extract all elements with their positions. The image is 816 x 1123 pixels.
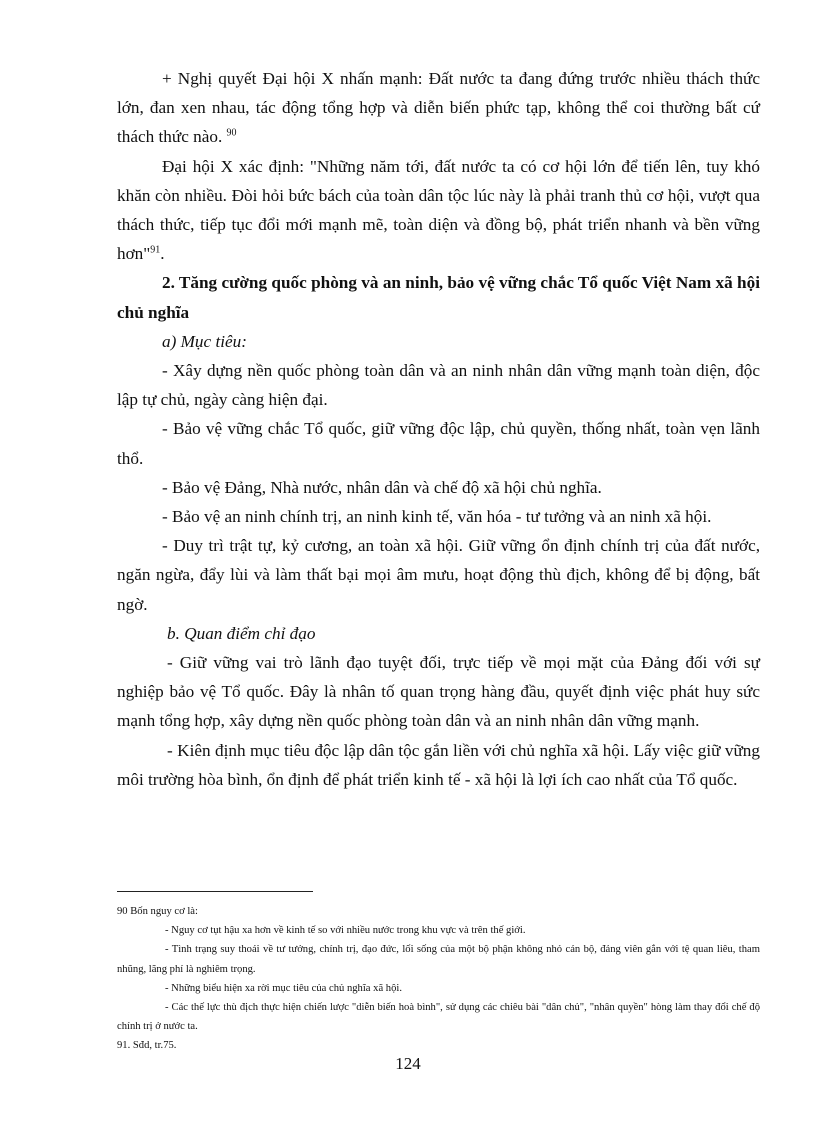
footnote-90-item: - Nguy cơ tụt hậu xa hơn về kinh tế so với nhiều nước trong khu vực và trên thế giới. bbox=[165, 925, 526, 937]
subheading-guiding-views: b. Quan điểm chỉ đạo bbox=[167, 623, 316, 643]
goal-item: - Xây dựng nền quốc phòng toàn dân và an ninh nhân dân vững mạnh toàn diện, độc lập tự chủ, ngày càng hiện đại. bbox=[117, 361, 760, 410]
goal-item: - Bảo vệ an ninh chính trị, an ninh kinh tế, văn hóa - tư tưởng và an ninh xã hội. bbox=[162, 507, 712, 527]
footnote-91: 91. Sđd, tr.75. bbox=[117, 1040, 177, 1052]
footnotes bbox=[117, 902, 760, 1056]
footnote-separator bbox=[117, 891, 313, 892]
paragraph-tail: . bbox=[160, 244, 165, 264]
page-body bbox=[117, 64, 760, 794]
footnote-90-title: 90 Bốn nguy cơ là: bbox=[117, 906, 198, 917]
footnote-90-item: - Tình trạng suy thoái về tư tưởng, chính trị, đạo đức, lối sống của một bộ phận không nhỏ cán bộ, đảng viên gắn với tệ quan liêu, tham nhũng, lãng phí là nghiêm trọng. bbox=[117, 944, 760, 975]
paragraph-text: + Nghị quyết Đại hội X nhấn mạnh: Đất nước ta đang đứng trước nhiều thách thức lớn, đan xen nhau, tác động tổng hợp và diễn biến phức tạp, không thể coi thường bất cứ thách thức nào. bbox=[117, 69, 760, 147]
section-heading: 2. Tăng cường quốc phòng và an ninh, bảo vệ vững chắc Tổ quốc Việt Nam xã hội chủ nghĩa bbox=[117, 273, 760, 322]
footnote-ref-90[interactable]: 90 bbox=[226, 127, 237, 139]
view-item: - Giữ vững vai trò lãnh đạo tuyệt đối, trực tiếp về mọi mặt của Đảng đối với sự nghiệp bảo vệ Tổ quốc. Đây là nhân tố quan trọng hàng đầu, quyết định việc phát huy sức mạnh tổng hợp, xây dựng nền quốc phòng toàn dân và an ninh nhân dân vững mạnh. bbox=[117, 653, 760, 731]
view-item: - Kiên định mục tiêu độc lập dân tộc gắn liền với chủ nghĩa xã hội. Lấy việc giữ vững môi trường hòa bình, ổn định để phát triển kinh tế - xã hội là lợi ích cao nhất của Tổ quốc. bbox=[117, 740, 760, 789]
goal-item: - Bảo vệ Đảng, Nhà nước, nhân dân và chế độ xã hội chủ nghĩa. bbox=[162, 477, 602, 497]
paragraph-congress-challenges bbox=[117, 64, 760, 152]
footnote-90-item: - Các thế lực thù địch thực hiện chiến lược "diễn biến hoà bình", sử dụng các chiêu bài "dân chủ", "nhân quyền" hòng làm thay đổi chế độ chính trị ở nước ta. bbox=[117, 1002, 760, 1033]
footnote-ref-91[interactable]: 91 bbox=[150, 244, 161, 256]
goal-item: - Bảo vệ vững chắc Tổ quốc, giữ vững độc lập, chủ quyền, thống nhất, toàn vẹn lãnh thổ. bbox=[117, 419, 760, 468]
paragraph-text: Đại hội X xác định: "Những năm tới, đất nước ta có cơ hội lớn để tiến lên, tuy khó khăn còn nhiều. Đòi hỏi bức bách của toàn dân tộc lúc này là phải tranh thủ cơ hội, vượt qua thách thức, tiếp tục đổi mới mạnh mẽ, toàn diện và đồng bộ, phát triển nhanh và bền vững hơn" bbox=[117, 156, 760, 264]
subheading-goals: a) Mục tiêu: bbox=[162, 331, 247, 351]
footnote-90-item: - Những biểu hiện xa rời mục tiêu của chủ nghĩa xã hội. bbox=[165, 982, 402, 994]
page-number: 124 bbox=[395, 1054, 421, 1073]
paragraph-congress-opportunity bbox=[117, 152, 760, 269]
goal-item: - Duy trì trật tự, kỷ cương, an toàn xã hội. Giữ vững ổn định chính trị của đất nước, ngăn ngừa, đẩy lùi và làm thất bại mọi âm mưu, hoạt động thù địch, không để bị động, bất ngờ. bbox=[117, 536, 760, 614]
